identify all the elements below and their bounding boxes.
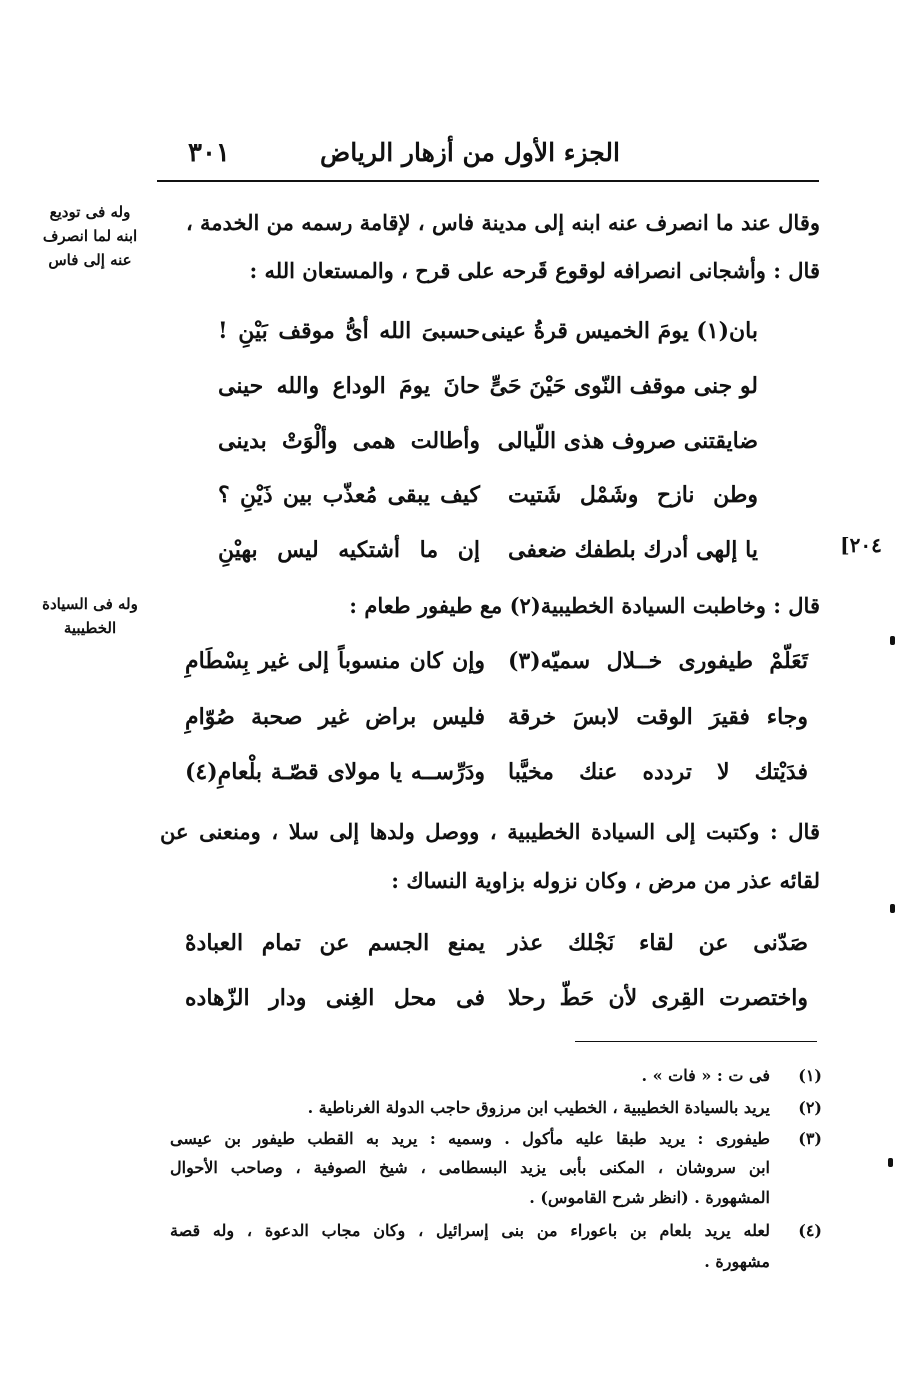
prose-line: قال : وأشجانى انصرافه لوقوع قَرحه على قرح ، والمستعان الله : bbox=[249, 258, 820, 283]
scan-speck bbox=[888, 1158, 893, 1167]
margin-note-line: وله فى توديع bbox=[49, 203, 131, 221]
prose-line: قال : وخاطبت السيادة الخطيبية(٢) مع طيفور طعام : bbox=[349, 593, 820, 618]
verse-first-hemistich: فدَيْتك لا تردده عنك مخيَّبا bbox=[508, 759, 808, 785]
verse-second-hemistich: كيف يبقى مُعذّب بين ذَيْنِ ؟ bbox=[218, 482, 480, 508]
verse-first-hemistich: بان(١) يومَ الخميس قرةُ عينى bbox=[481, 318, 758, 344]
verse-first-hemistich: لو جنى موقف النّوى حَيْنَ حَىٍّ bbox=[489, 373, 758, 399]
verse-first-hemistich: ضايقتنى صروف هذى اللّيالى bbox=[497, 428, 758, 454]
verse-first-hemistich: واختصرت القِرى لأن حَطّ رحلا bbox=[508, 985, 808, 1011]
verse-second-hemistich: حسبىَ الله أىُّ موقف بَيْنِ ! bbox=[218, 318, 480, 344]
footnote-number: (١) bbox=[798, 1066, 822, 1085]
footnote-text: مشهورة . bbox=[704, 1252, 770, 1271]
verse-second-hemistich: حانَ يومَ الوداع والله حينى bbox=[218, 373, 480, 399]
footnote-text: يريد بالسيادة الخطيبية ، الخطيب ابن مرزوق حاجب الدولة الغرناطية . bbox=[307, 1098, 770, 1117]
footnote-text: طيفورى : يريد طبقا عليه مأكول . وسميه : يريد به القطب طيفور بن عيسى bbox=[170, 1129, 770, 1148]
original-page-reference: [٢٠٤ bbox=[840, 533, 882, 557]
margin-note-line: عنه إلى فاس bbox=[48, 251, 132, 269]
footnote-text: لعله يريد بلعام بن باعوراء من بنى إسرائيل ، وكان مجاب الدعوة ، وله قصة bbox=[170, 1221, 770, 1240]
margin-note-line: ابنه لما انصرف bbox=[42, 227, 138, 245]
margin-note-farewell bbox=[24, 200, 156, 272]
prose-line: وقال عند ما انصرف عنه ابنه إلى مدينة فاس ، لإقامة رسمه من الخدمة ، bbox=[185, 210, 820, 235]
verse-first-hemistich: صَدّنى عن لقاء نَجْلك عذر bbox=[508, 930, 808, 956]
margin-note-line: وله فى السيادة bbox=[42, 595, 138, 613]
verse-second-hemistich: وإن كان منسوباً إلى غير بِسْطَامِ bbox=[185, 648, 485, 674]
verse-second-hemistich: يمنع الجسم عن تمام العبادهْ bbox=[185, 930, 485, 956]
prose-line: لقائه عذر من مرض ، وكان نزوله بزاوية النساك : bbox=[391, 868, 820, 893]
footnote-number: (٢) bbox=[798, 1098, 822, 1117]
footnote-text: ابن سروشان ، المكنى بأبى يزيد البسطامى ، شيخ الصوفية ، وصاحب الأحوال bbox=[170, 1158, 770, 1177]
footnote-number: (٤) bbox=[798, 1221, 822, 1240]
verse-first-hemistich: وجاء فقيرَ الوقت لابسَ خرقة bbox=[508, 704, 808, 730]
margin-note-khatibiya bbox=[24, 592, 156, 640]
verse-first-hemistich: تَعَلّمْ طيفورى خــلال سميّه(٣) bbox=[508, 648, 808, 674]
scan-speck bbox=[890, 636, 895, 645]
verse-second-hemistich: ودَرِّســه يا مولاى قصّـة بلْعامِ(٤) bbox=[185, 759, 485, 785]
footnote-number: (٣) bbox=[798, 1129, 822, 1148]
page-number: ٣٠١ bbox=[188, 138, 230, 168]
verse-second-hemistich: وأطالت همى وألْوَتْ بدينى bbox=[218, 428, 480, 454]
header-rule bbox=[157, 180, 819, 182]
prose-line: قال : وكتبت إلى السيادة الخطيبية ، ووصل ولدها إلى سلا ، ومنعنى عن bbox=[160, 819, 820, 844]
footnote-text: المشهورة . (انظر شرح القاموس) . bbox=[529, 1188, 770, 1207]
verse-second-hemistich: فى محل الغِنى ودار الزّهاده bbox=[185, 985, 485, 1011]
footnote-text: فى ت : « فات » . bbox=[641, 1066, 770, 1085]
margin-note-line: الخطيبية bbox=[63, 619, 117, 637]
verse-second-hemistich: فليس براض غير صحبة صُوّامِ bbox=[185, 704, 485, 730]
verse-first-hemistich: وطن نازح وشَمْل شَتيت bbox=[508, 482, 758, 508]
scan-speck bbox=[890, 904, 895, 913]
footnote-rule bbox=[575, 1041, 817, 1042]
running-header-title: الجزء الأول من أزهار الرياض bbox=[320, 138, 620, 167]
verse-first-hemistich: يا إلهى أدرك بلطفك ضعفى bbox=[508, 537, 758, 563]
verse-second-hemistich: إن ما أشتكيه ليس بهيْنِ bbox=[218, 537, 480, 563]
